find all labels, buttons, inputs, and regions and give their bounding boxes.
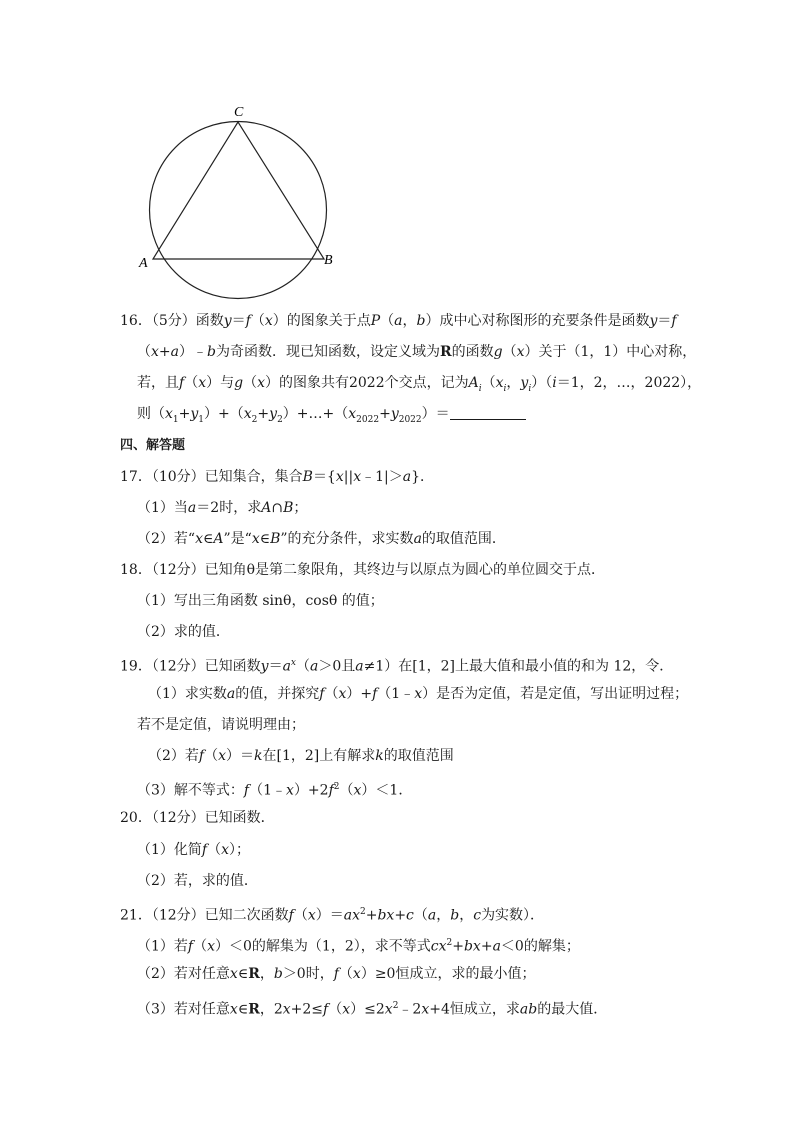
- label-c: C: [234, 105, 244, 120]
- q19-part-1: （1）求实数a的值，并探究f（x）+f（1﹣x）是否为定值，若是定值，写出证明过程；: [148, 686, 689, 702]
- q17-part-2: （2）若“x∈A”是“x∈B”的充分条件，求实数a的取值范围．: [137, 531, 506, 547]
- q16-line-2: （x+a）﹣b为奇函数．现已知函数，设定义域为R的函数g（x）关于（1，1）中心对称，: [137, 344, 697, 360]
- q17-part-1: （1）当a＝2时，求A∩B；: [137, 500, 308, 516]
- figure-triangle-circle: [130, 98, 350, 313]
- q16-line-1: 16．（5分）函数y＝f（x）的图象关于点P（a，b）成中心对称图形的充要条件是函数y＝f: [120, 313, 677, 329]
- label-b: B: [324, 253, 333, 268]
- q20-part-1: （1）化简f（x）；: [137, 842, 251, 858]
- q21-part-3: （3）若对任意x∈R，$2x+2\le f(x)\le 2x^2﹣2x+4$恒成立，求ab的最大值．: [137, 1001, 608, 1018]
- q16-line-3: 若，且f（x）与g（x）的图象共有2022个交点，记为$A_i(x_i$，$y_i)(i=1$，2，…，2022），: [137, 375, 702, 394]
- q19-part-1-cont: 若不是定值，请说明理由；: [137, 717, 305, 733]
- q21-part-1: （1）若f（x）＜0的解集为（1，2），求不等式$cx^2+bx+a<0$的解集；: [137, 938, 580, 955]
- q19-part-3: （3）解不等式：$f(1﹣x)+2f^2(x)<1$．: [137, 782, 413, 799]
- q19-part-2: （2）若f（x）＝k在[1，2]上有解求k的取值范围: [148, 748, 454, 764]
- q16-line-4: 则$(x_1+y_1)+(x_2+y_2)+\dots+(x_{2022}+y_{2022})=$: [137, 404, 526, 430]
- triangle-abc: [153, 122, 324, 259]
- answer-blank[interactable]: [450, 405, 526, 420]
- q19-stem: 19．（12分）已知函数$y=a^x(a>0$且a≠1）在[1，2]上最大值和最小值的和为 12，令．: [120, 658, 674, 675]
- q17-stem: 17．（10分）已知集合，集合B＝{x||x﹣1|＞a}．: [120, 469, 435, 485]
- q18-part-2: （2）求的值．: [137, 624, 230, 640]
- q18-part-1: （1）写出三角函数 sinθ，cosθ 的值；: [137, 593, 384, 609]
- q20-stem: 20．（12分）已知函数．: [120, 810, 275, 826]
- label-a: A: [139, 256, 148, 271]
- q21-stem: 21．（12分）已知二次函数$f(x)=ax^2+bx+c(a$，b，c为实数）．: [120, 907, 545, 924]
- section-heading: 四、解答题: [120, 438, 186, 453]
- circle-outline: [150, 122, 327, 299]
- q20-part-2: （2）若，求的值．: [137, 873, 258, 889]
- figure-svg: [130, 98, 350, 313]
- q18-stem: 18．（12分）已知角θ是第二象限角，其终边与以原点为圆心的单位圆交于点．: [120, 562, 606, 578]
- q21-part-2: （2）若对任意x∈R，b＞0时，f（x）≥0恒成立，求的最小值；: [137, 966, 536, 982]
